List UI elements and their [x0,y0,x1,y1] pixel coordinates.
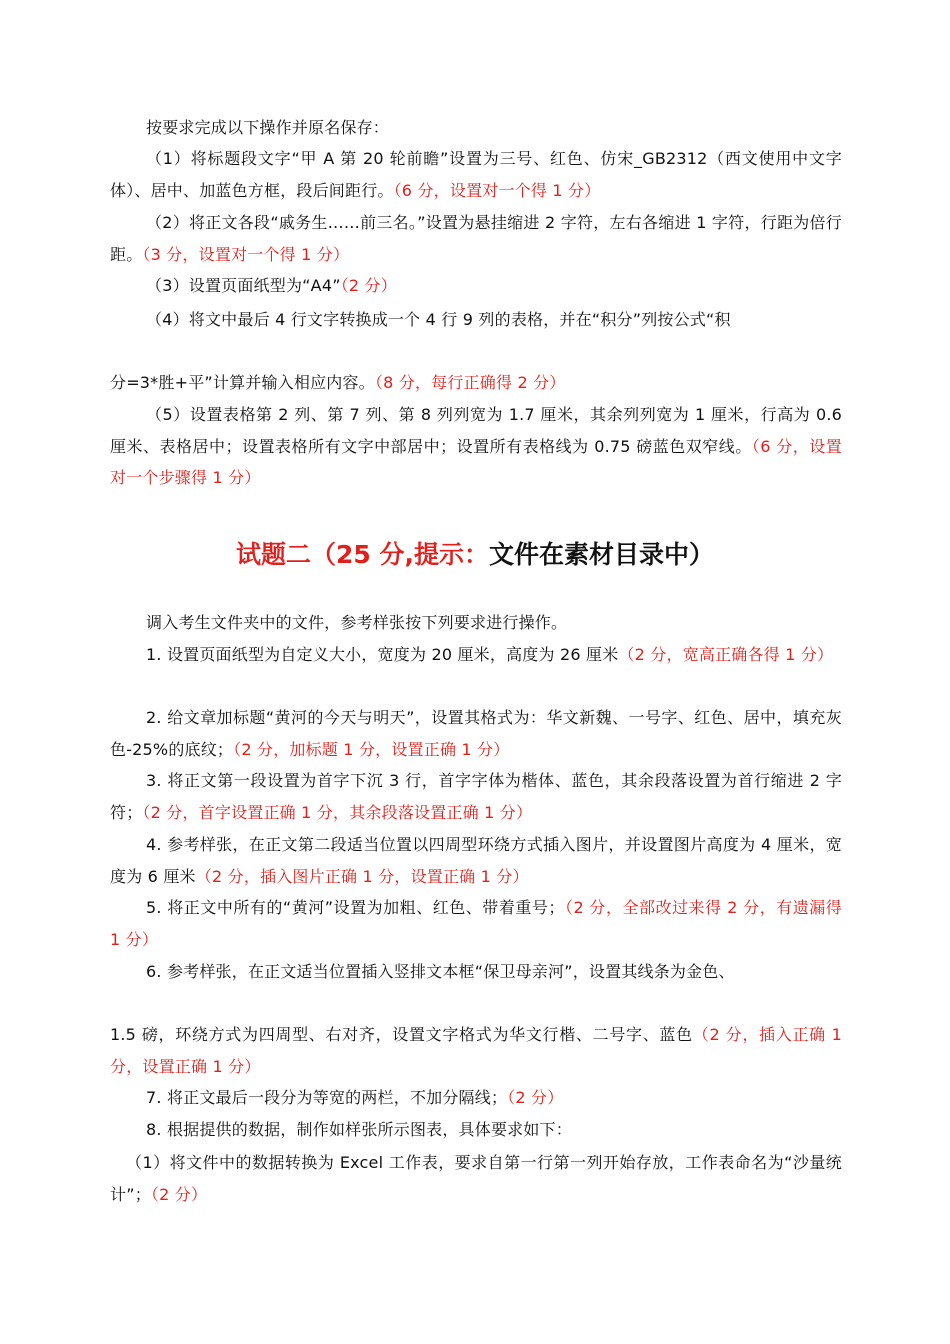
score-note: （2 分） [507,1088,564,1107]
section2-item-3: 3. 将正文第一段设置为首字下沉 3 行，首字字体为楷体、蓝色，其余段落设置为首行缩进 2 字符；（2 分，首字设置正确 1 分，其余段落设置正确 1 分） [110,771,842,822]
section1-intro: 按要求完成以下操作并原名保存： [146,118,390,137]
score-note: （6 分，设置对一个步骤得 1 分） [110,436,842,487]
section1-item-4b: 分=3*胜+平”计算并输入相应内容。（8 分，每行正确得 2 分） [110,373,566,392]
section1-item-4a: （4）将文中最后 4 行文字转换成一个 4 行 9 列的表格，并在“积分”列按公式“积 [146,310,731,329]
section2-item-6b: 1.5 磅，环绕方式为四周型、右对齐，设置文字格式为华文行楷、二号字、蓝色（2 分，插入正确 1 分，设置正确 1 分） [110,1025,842,1076]
score-note: （2 分，全部改过来得 2 分，有遗漏得 1 分） [110,898,843,949]
score-note: （2 分，插入正确 1 分，设置正确 1 分） [110,1025,842,1076]
section2-item-6a: 6. 参考样张，在正文适当位置插入竖排文本框“保卫母亲河”，设置其线条为金色、 [146,962,735,981]
section2-item-1: 1. 设置页面纸型为自定义大小，宽度为 20 厘米，高度为 26 厘米（2 分，宽高正确各得 1 分） [146,645,834,664]
score-note: （2 分，首字设置正确 1 分，其余段落设置正确 1 分） [142,802,533,822]
section2-intro: 调入考生文件夹中的文件，参考样张按下列要求进行操作。 [146,613,568,632]
score-note: （2 分，宽高正确各得 1 分） [618,645,834,664]
section2-item-8: 8. 根据提供的数据，制作如样张所示图表，具体要求如下： [146,1120,572,1139]
section2-item-5: 5. 将正文中所有的“黄河”设置为加粗、红色、带着重号；（2 分，全部改过来得 2 分，有遗漏得 1 分） [110,898,843,949]
section1-item-1: （1）将标题段文字“甲 A 第 20 轮前瞻”设置为三号、红色、仿宋_GB2312（西文使用中文字体）、居中、加蓝色方框，段后间距行。（6 分，设置对一个得 1 分） [110,149,842,200]
score-note: （2 分） [150,1184,208,1204]
score-note: （8 分，每行正确得 2 分） [374,373,566,392]
score-note: （6 分，设置对一个得 1 分） [393,180,601,200]
section1-item-5: （5）设置表格第 2 列、第 7 列、第 8 列列宽为 1.7 厘米，其余列列宽为 1 厘米，行高为 0.6 厘米、表格居中；设置表格所有文字中部居中；设置所有表格线为 0.75 磅蓝色双窄线。（6 分，设置对一个步骤得 1 分） [110,405,842,487]
section1-item-3: （3）设置页面纸型为“A4”（2 分） [146,276,397,295]
score-note: （3 分，设置对一个得 1 分） [142,244,350,264]
section2-item-2: 2. 给文章加标题“黄河的今天与明天”，设置其格式为：华文新魏、一号字、红色、居中，填充灰色-25%的底纹；（2 分，加标题 1 分，设置正确 1 分） [110,708,842,759]
score-note: （2 分） [340,276,397,295]
section2-title: 试题二（25 分,提示：文件在素材目录中） [235,540,714,569]
section1-item-2: （2）将正文各段“戚务生……前三名。”设置为悬挂缩进 2 字符，左右各缩进 1 字符，行距为倍行距。（3 分，设置对一个得 1 分） [110,213,842,264]
section2-item-4: 4. 参考样张，在正文第二段适当位置以四周型环绕方式插入图片，并设置图片高度为 4 厘米，宽度为 6 厘米（2 分，插入图片正确 1 分，设置正确 1 分） [110,835,842,886]
score-note: （2 分，加标题 1 分，设置正确 1 分） [233,739,510,759]
score-note: （2 分，插入图片正确 1 分，设置正确 1 分） [195,866,529,886]
section2-item-8-sub1: （1）将文件中的数据转换为 Excel 工作表，要求自第一行第一列开始存放，工作表命名为“沙量统计”；（2 分） [110,1153,842,1204]
section2-item-7: 7. 将正文最后一段分为等宽的两栏，不加分隔线；（2 分） [146,1088,564,1107]
